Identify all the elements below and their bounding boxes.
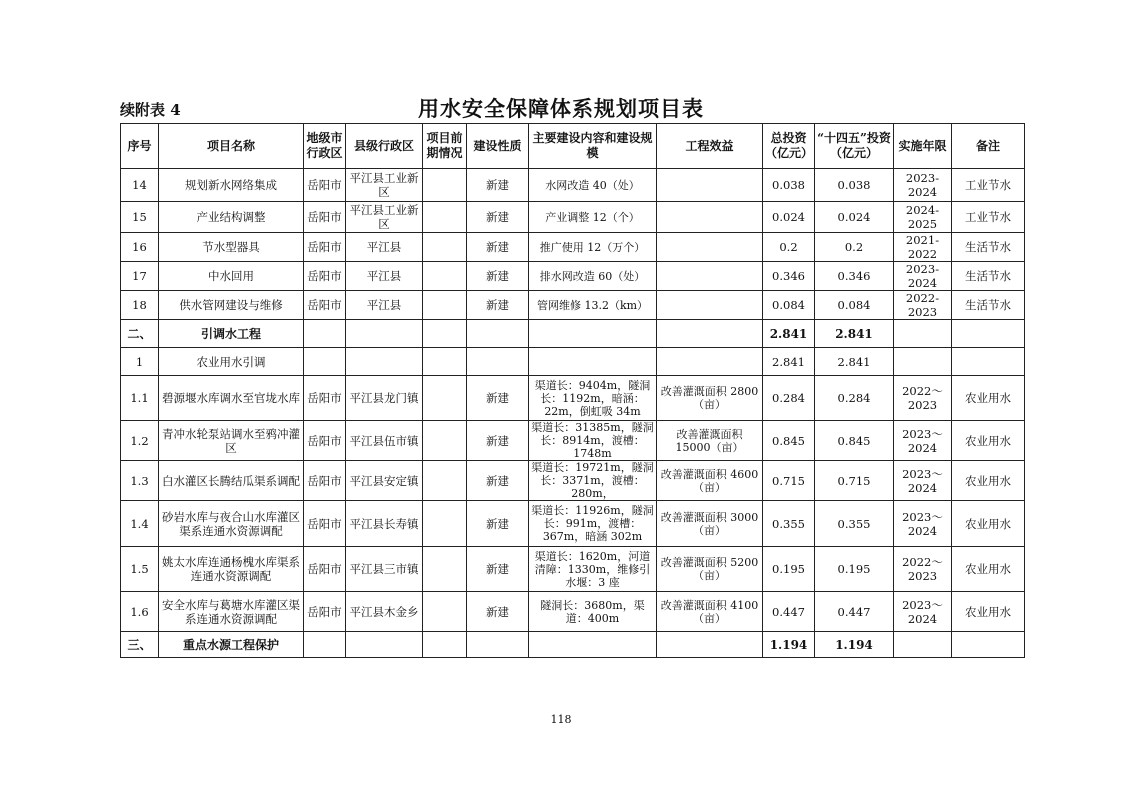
cell-nature: 新建 xyxy=(467,233,529,262)
cell-prelim xyxy=(423,501,467,547)
cell-remark: 生活节水 xyxy=(952,291,1025,320)
cell-remark: 生活节水 xyxy=(952,233,1025,262)
cell-plan: 0.715 xyxy=(815,461,894,501)
document-label: 续附表 4 xyxy=(120,101,181,119)
cell-total: 0.195 xyxy=(763,547,815,592)
cell-name: 重点水源工程保护 xyxy=(159,632,304,658)
cell-name: 农业用水引调 xyxy=(159,348,304,376)
cell-plan: 2.841 xyxy=(815,320,894,348)
cell-benefit: 改善灌溉面积 2800（亩） xyxy=(657,376,763,421)
cell-prelim xyxy=(423,632,467,658)
cell-city: 岳阳市 xyxy=(304,202,346,233)
cell-total: 0.2 xyxy=(763,233,815,262)
cell-name: 白水灌区长腾结瓜渠系调配 xyxy=(159,461,304,501)
cell-county: 平江县三市镇 xyxy=(346,547,423,592)
cell-total: 0.447 xyxy=(763,592,815,632)
cell-benefit xyxy=(657,348,763,376)
cell-plan: 0.195 xyxy=(815,547,894,592)
cell-remark: 农业用水 xyxy=(952,461,1025,501)
cell-county: 平江县安定镇 xyxy=(346,461,423,501)
cell-nature xyxy=(467,632,529,658)
cell-benefit xyxy=(657,262,763,291)
cell-years: 2023～2024 xyxy=(894,421,952,461)
cell-no: 二、 xyxy=(121,320,159,348)
header-nature: 建设性质 xyxy=(467,124,529,169)
cell-county: 平江县 xyxy=(346,291,423,320)
cell-county: 平江县龙门镇 xyxy=(346,376,423,421)
cell-no: 1.5 xyxy=(121,547,159,592)
cell-content: 渠道长：9404m，隧洞长：1192m，暗涵：22m，倒虹吸 34m xyxy=(529,376,657,421)
cell-city: 岳阳市 xyxy=(304,421,346,461)
table-row xyxy=(121,169,1025,202)
header-city: 地级市行政区 xyxy=(304,124,346,169)
cell-county xyxy=(346,348,423,376)
cell-benefit xyxy=(657,233,763,262)
cell-county xyxy=(346,632,423,658)
table-row xyxy=(121,348,1025,376)
table-row xyxy=(121,632,1025,658)
cell-nature: 新建 xyxy=(467,421,529,461)
table-row xyxy=(121,202,1025,233)
cell-nature xyxy=(467,320,529,348)
cell-name: 安全水库与葛塘水库灌区渠系连通水资源调配 xyxy=(159,592,304,632)
table-row xyxy=(121,320,1025,348)
cell-years: 2022-2023 xyxy=(894,291,952,320)
cell-benefit: 改善灌溉面积 3000（亩） xyxy=(657,501,763,547)
cell-years: 2024-2025 xyxy=(894,202,952,233)
header-content: 主要建设内容和建设规模 xyxy=(529,124,657,169)
header-benefit: 工程效益 xyxy=(657,124,763,169)
cell-city xyxy=(304,320,346,348)
cell-no: 1.2 xyxy=(121,421,159,461)
table-header-row xyxy=(121,124,1025,169)
cell-total: 0.346 xyxy=(763,262,815,291)
cell-city: 岳阳市 xyxy=(304,169,346,202)
table-row xyxy=(121,233,1025,262)
cell-nature: 新建 xyxy=(467,592,529,632)
cell-nature: 新建 xyxy=(467,291,529,320)
cell-benefit xyxy=(657,632,763,658)
cell-benefit xyxy=(657,291,763,320)
cell-years xyxy=(894,348,952,376)
cell-no: 1.1 xyxy=(121,376,159,421)
cell-content xyxy=(529,348,657,376)
project-table xyxy=(120,123,1025,658)
cell-total: 0.084 xyxy=(763,291,815,320)
header-name: 项目名称 xyxy=(159,124,304,169)
cell-benefit: 改善灌溉面积 4100（亩） xyxy=(657,592,763,632)
table-row xyxy=(121,461,1025,501)
cell-total: 2.841 xyxy=(763,320,815,348)
cell-remark: 农业用水 xyxy=(952,376,1025,421)
cell-city: 岳阳市 xyxy=(304,376,346,421)
cell-city: 岳阳市 xyxy=(304,501,346,547)
cell-plan: 0.355 xyxy=(815,501,894,547)
cell-remark xyxy=(952,632,1025,658)
cell-content: 渠道长：1620m，河道清障：1330m，维修引水堰：3 座 xyxy=(529,547,657,592)
cell-plan: 0.447 xyxy=(815,592,894,632)
cell-plan: 0.284 xyxy=(815,376,894,421)
cell-city: 岳阳市 xyxy=(304,233,346,262)
cell-name: 碧源堰水库调水至官垅水库 xyxy=(159,376,304,421)
cell-name: 供水管网建设与维修 xyxy=(159,291,304,320)
cell-prelim xyxy=(423,421,467,461)
cell-no: 三、 xyxy=(121,632,159,658)
cell-benefit xyxy=(657,169,763,202)
cell-nature xyxy=(467,348,529,376)
cell-nature: 新建 xyxy=(467,262,529,291)
cell-county: 平江县木金乡 xyxy=(346,592,423,632)
cell-nature: 新建 xyxy=(467,461,529,501)
cell-no: 1 xyxy=(121,348,159,376)
table-row xyxy=(121,547,1025,592)
cell-remark: 农业用水 xyxy=(952,592,1025,632)
cell-content: 排水网改造 60（处） xyxy=(529,262,657,291)
cell-name: 引调水工程 xyxy=(159,320,304,348)
table-row xyxy=(121,592,1025,632)
cell-remark xyxy=(952,320,1025,348)
cell-years: 2023～2024 xyxy=(894,461,952,501)
cell-years: 2022～2023 xyxy=(894,547,952,592)
cell-total: 2.841 xyxy=(763,348,815,376)
cell-plan: 0.2 xyxy=(815,233,894,262)
cell-nature: 新建 xyxy=(467,547,529,592)
header-total: 总投资（亿元） xyxy=(763,124,815,169)
cell-benefit xyxy=(657,202,763,233)
cell-prelim xyxy=(423,291,467,320)
cell-prelim xyxy=(423,320,467,348)
cell-plan: 0.038 xyxy=(815,169,894,202)
cell-content xyxy=(529,632,657,658)
cell-name: 规划新水网络集成 xyxy=(159,169,304,202)
cell-plan: 0.024 xyxy=(815,202,894,233)
page-number: 118 xyxy=(550,713,572,726)
cell-years: 2023-2024 xyxy=(894,169,952,202)
table-row xyxy=(121,262,1025,291)
cell-plan: 0.084 xyxy=(815,291,894,320)
cell-name: 中水回用 xyxy=(159,262,304,291)
cell-no: 15 xyxy=(121,202,159,233)
cell-content: 隧洞长：3680m，渠道：400m xyxy=(529,592,657,632)
cell-plan: 0.346 xyxy=(815,262,894,291)
cell-content: 推广使用 12（万个） xyxy=(529,233,657,262)
cell-city: 岳阳市 xyxy=(304,291,346,320)
cell-city: 岳阳市 xyxy=(304,262,346,291)
cell-remark: 农业用水 xyxy=(952,501,1025,547)
cell-nature: 新建 xyxy=(467,501,529,547)
cell-name: 节水型器具 xyxy=(159,233,304,262)
cell-no: 16 xyxy=(121,233,159,262)
cell-nature: 新建 xyxy=(467,202,529,233)
cell-prelim xyxy=(423,376,467,421)
cell-total: 0.845 xyxy=(763,421,815,461)
header-plan: “十四五”投资（亿元） xyxy=(815,124,894,169)
cell-remark: 农业用水 xyxy=(952,547,1025,592)
table-row xyxy=(121,291,1025,320)
cell-total: 0.355 xyxy=(763,501,815,547)
cell-no: 17 xyxy=(121,262,159,291)
header-prelim: 项目前期情况 xyxy=(423,124,467,169)
cell-content: 渠道长：11926m，隧洞长：991m，渡槽：367m，暗涵 302m xyxy=(529,501,657,547)
cell-years: 2023～2024 xyxy=(894,501,952,547)
cell-remark: 工业节水 xyxy=(952,202,1025,233)
cell-plan: 0.845 xyxy=(815,421,894,461)
cell-content xyxy=(529,320,657,348)
cell-name: 砂岩水库与夜合山水库灌区渠系连通水资源调配 xyxy=(159,501,304,547)
cell-years: 2023～2024 xyxy=(894,592,952,632)
cell-name: 青冲水轮泵站调水至鸦冲灌区 xyxy=(159,421,304,461)
cell-years xyxy=(894,320,952,348)
table-row xyxy=(121,421,1025,461)
cell-prelim xyxy=(423,202,467,233)
cell-county: 平江县 xyxy=(346,233,423,262)
header-remark: 备注 xyxy=(952,124,1025,169)
cell-county: 平江县伍市镇 xyxy=(346,421,423,461)
cell-prelim xyxy=(423,262,467,291)
cell-city: 岳阳市 xyxy=(304,547,346,592)
cell-total: 0.038 xyxy=(763,169,815,202)
cell-remark: 工业节水 xyxy=(952,169,1025,202)
cell-city xyxy=(304,348,346,376)
cell-years: 2022～2023 xyxy=(894,376,952,421)
cell-content: 产业调整 12（个） xyxy=(529,202,657,233)
cell-benefit xyxy=(657,320,763,348)
cell-benefit: 改善灌溉面积 15000（亩） xyxy=(657,421,763,461)
cell-plan: 1.194 xyxy=(815,632,894,658)
cell-years xyxy=(894,632,952,658)
cell-county: 平江县长寿镇 xyxy=(346,501,423,547)
cell-prelim xyxy=(423,547,467,592)
cell-county: 平江县工业新区 xyxy=(346,202,423,233)
cell-city: 岳阳市 xyxy=(304,461,346,501)
cell-remark: 农业用水 xyxy=(952,421,1025,461)
cell-content: 渠道长：31385m，隧洞长：8914m，渡槽：1748m xyxy=(529,421,657,461)
cell-county: 平江县工业新区 xyxy=(346,169,423,202)
cell-plan: 2.841 xyxy=(815,348,894,376)
cell-remark xyxy=(952,348,1025,376)
cell-benefit: 改善灌溉面积 4600（亩） xyxy=(657,461,763,501)
cell-name: 姚太水库连通杨槐水库渠系连通水资源调配 xyxy=(159,547,304,592)
cell-county: 平江县 xyxy=(346,262,423,291)
cell-prelim xyxy=(423,348,467,376)
cell-no: 18 xyxy=(121,291,159,320)
header-county: 县级行政区 xyxy=(346,124,423,169)
cell-benefit: 改善灌溉面积 5200（亩） xyxy=(657,547,763,592)
cell-content: 渠道长：19721m，隧洞长：3371m，渡槽：280m， xyxy=(529,461,657,501)
cell-no: 14 xyxy=(121,169,159,202)
cell-no: 1.3 xyxy=(121,461,159,501)
cell-no: 1.6 xyxy=(121,592,159,632)
cell-prelim xyxy=(423,461,467,501)
cell-prelim xyxy=(423,169,467,202)
cell-total: 1.194 xyxy=(763,632,815,658)
cell-content: 水网改造 40（处） xyxy=(529,169,657,202)
cell-content: 管网维修 13.2（km） xyxy=(529,291,657,320)
page-title: 用水安全保障体系规划项目表 xyxy=(418,97,704,121)
cell-nature: 新建 xyxy=(467,169,529,202)
cell-no: 1.4 xyxy=(121,501,159,547)
header-no: 序号 xyxy=(121,124,159,169)
cell-prelim xyxy=(423,233,467,262)
cell-city xyxy=(304,632,346,658)
table-row xyxy=(121,376,1025,421)
cell-remark: 生活节水 xyxy=(952,262,1025,291)
cell-prelim xyxy=(423,592,467,632)
cell-years: 2021-2022 xyxy=(894,233,952,262)
header-years: 实施年限 xyxy=(894,124,952,169)
cell-total: 0.284 xyxy=(763,376,815,421)
cell-county xyxy=(346,320,423,348)
cell-name: 产业结构调整 xyxy=(159,202,304,233)
cell-total: 0.715 xyxy=(763,461,815,501)
cell-total: 0.024 xyxy=(763,202,815,233)
table-row xyxy=(121,501,1025,547)
cell-nature: 新建 xyxy=(467,376,529,421)
cell-city: 岳阳市 xyxy=(304,592,346,632)
cell-years: 2023-2024 xyxy=(894,262,952,291)
